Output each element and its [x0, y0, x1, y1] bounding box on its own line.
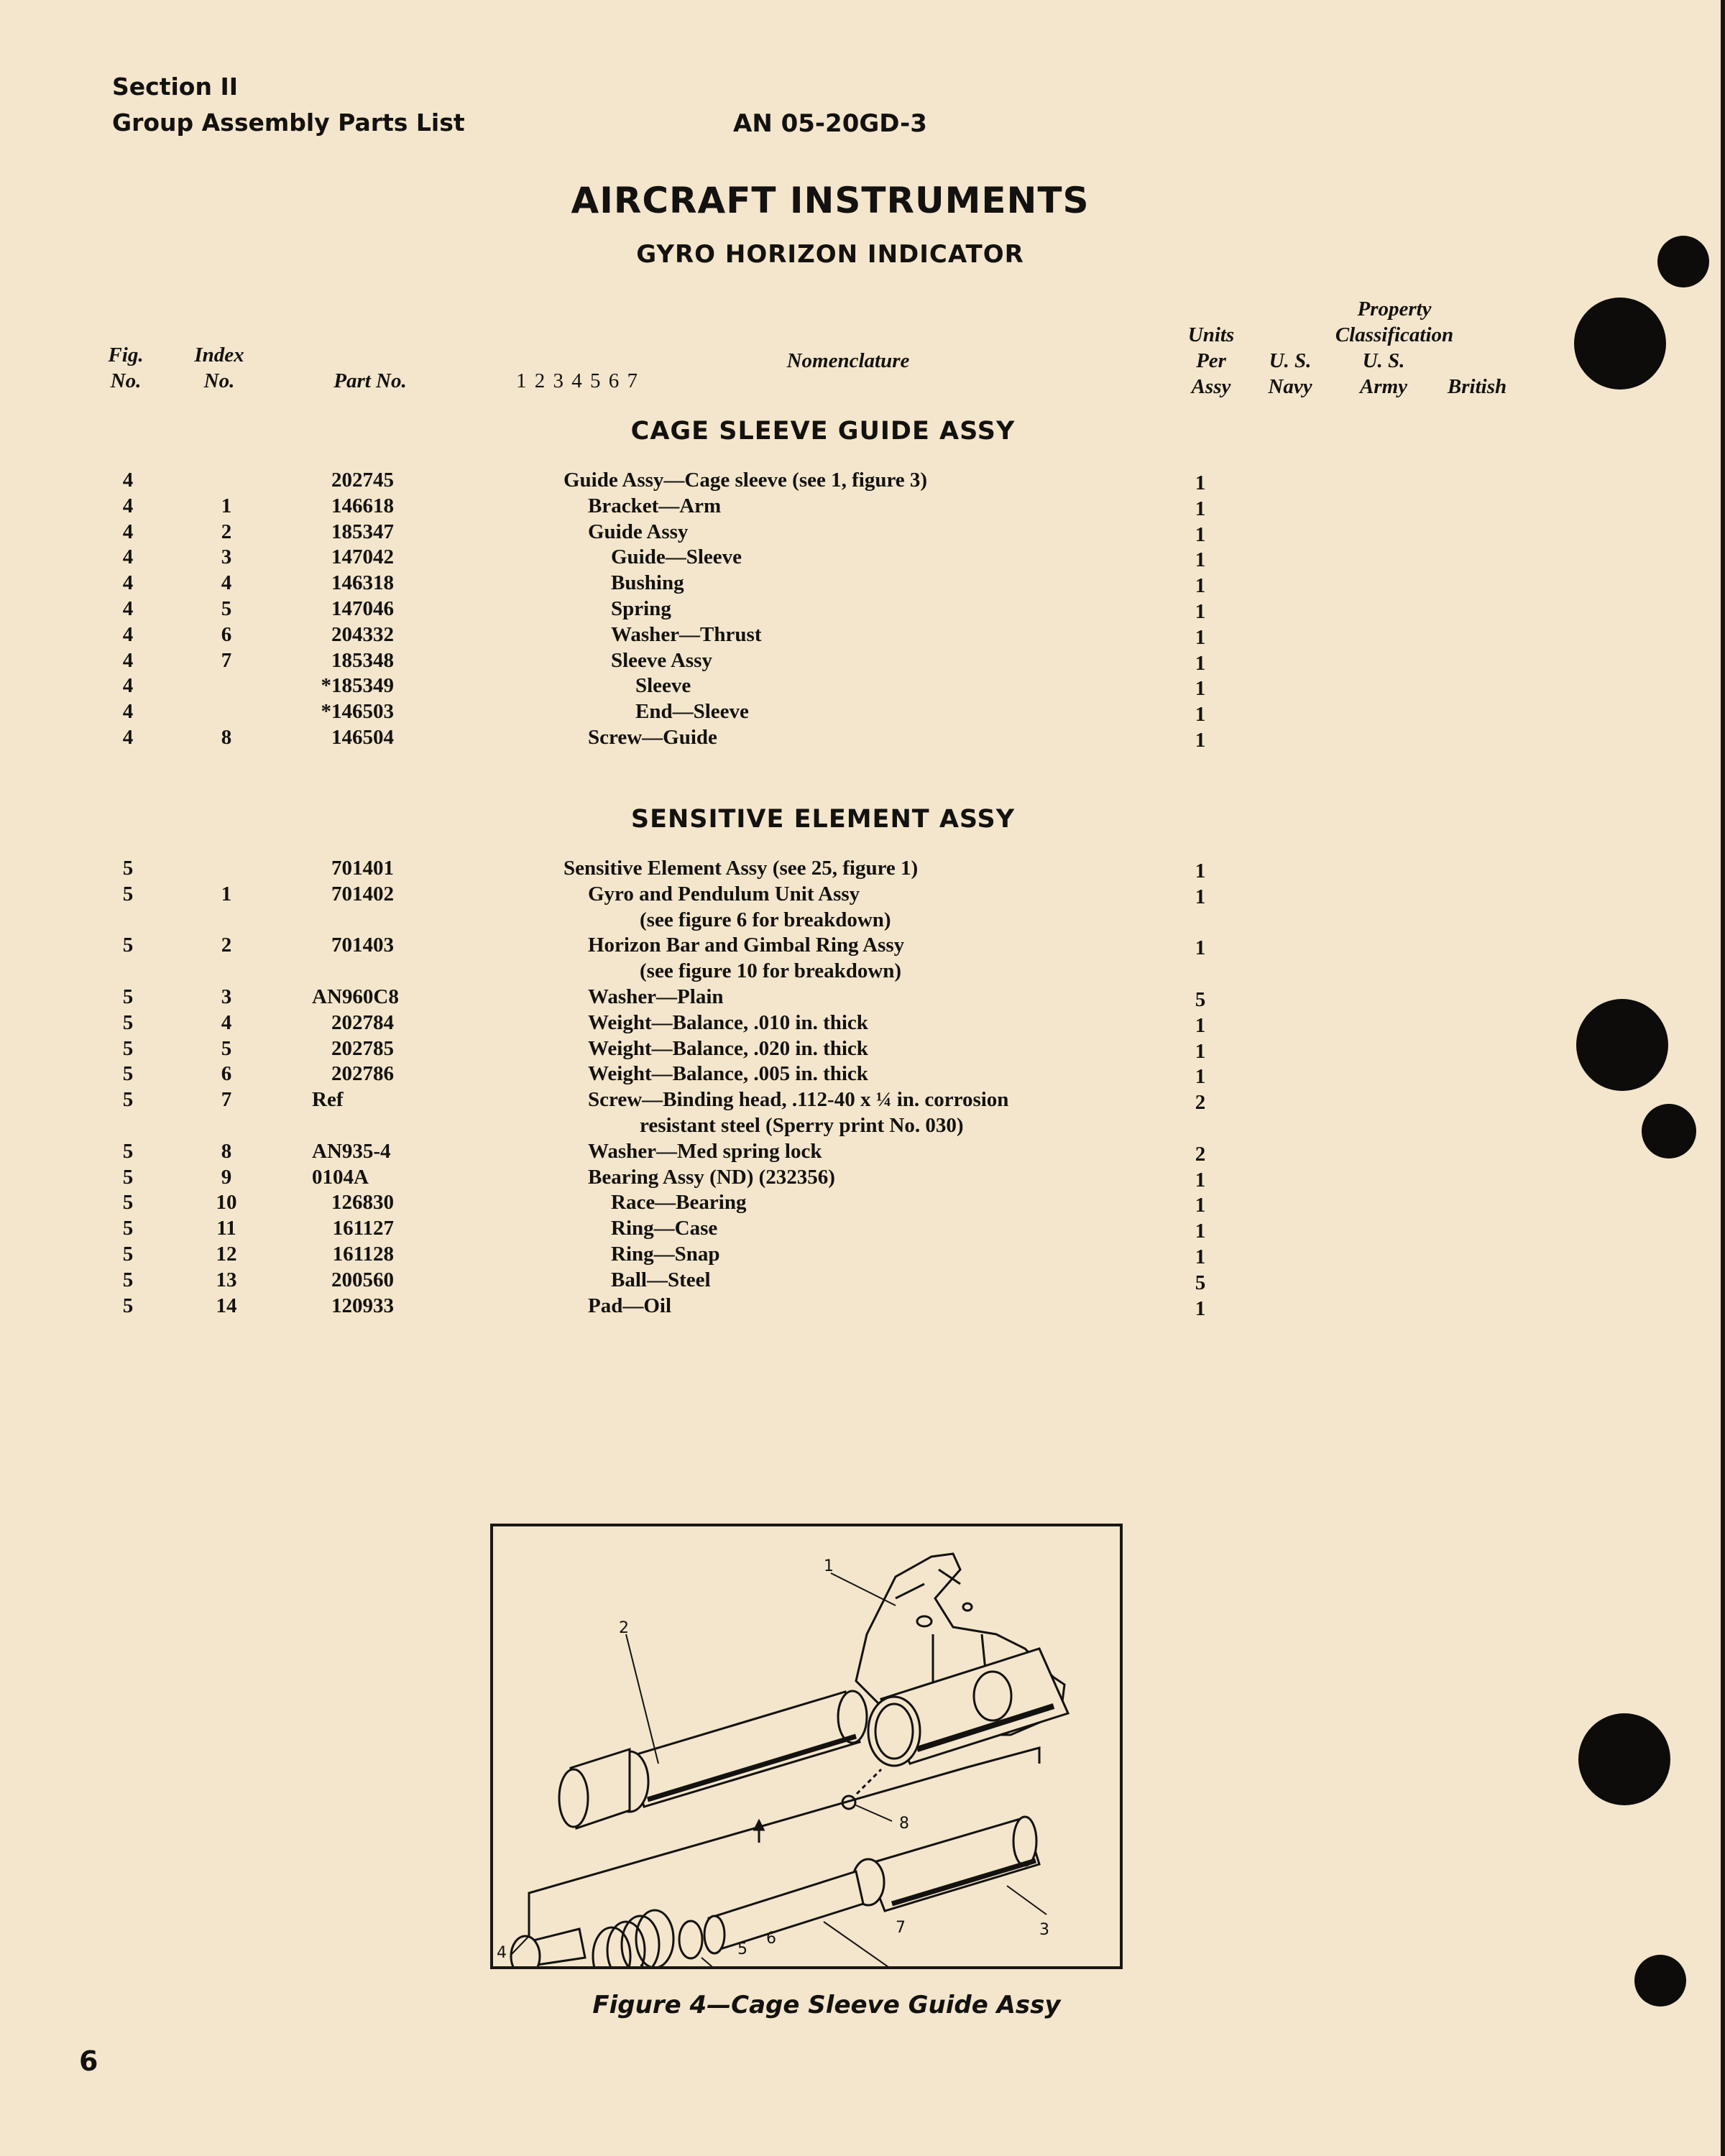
document-id: AN 05-20GD-3 — [733, 109, 927, 138]
index-no: 9 — [221, 1165, 232, 1189]
nomenclature: Weight—Balance, .005 in. thick — [588, 1062, 868, 1086]
index-no: 1 — [221, 494, 232, 517]
part-no: 185347 — [331, 520, 394, 543]
nomenclature: Ball—Steel — [611, 1268, 711, 1291]
fig-no: 4 — [122, 520, 134, 543]
col-units-line1: Units — [1187, 323, 1235, 346]
fig-no: 4 — [122, 726, 134, 749]
col-units-line3: Assy — [1191, 375, 1231, 398]
part-no: 147042 — [331, 545, 394, 569]
nomenclature: End—Sleeve — [635, 700, 749, 724]
index-no: 6 — [221, 622, 232, 646]
svg-text:6: 6 — [766, 1930, 776, 1948]
nomenclature: Sleeve Assy — [611, 648, 712, 672]
fig-no: 4 — [122, 494, 134, 517]
table-row — [0, 700, 1725, 726]
part-no: 701401 — [331, 857, 394, 880]
fig-no: 4 — [122, 597, 134, 620]
nomenclature: Spring — [611, 597, 671, 620]
units-per-assy: 1 — [1195, 729, 1206, 752]
table-row — [0, 520, 1725, 546]
svg-text:4: 4 — [497, 1944, 507, 1962]
units-per-assy: 1 — [1195, 703, 1206, 727]
nomenclature: Sleeve — [635, 674, 691, 698]
table-row — [0, 1243, 1725, 1268]
svg-text:3: 3 — [1039, 1921, 1049, 1939]
part-no: 146318 — [331, 571, 394, 595]
index-no: 2 — [221, 520, 232, 543]
part-no: 161128 — [332, 1243, 394, 1266]
units-per-assy: 1 — [1195, 471, 1206, 494]
index-no: 5 — [221, 1036, 232, 1060]
table-row — [0, 1037, 1725, 1063]
table-row — [0, 494, 1725, 520]
table-row — [0, 882, 1725, 931]
part-no: 146504 — [331, 726, 394, 749]
part-no: 701403 — [331, 934, 394, 957]
table-row — [0, 1166, 1725, 1192]
col-part-no: Part No. — [334, 369, 407, 392]
fig-no: 4 — [122, 571, 134, 595]
svg-text:7: 7 — [896, 1919, 906, 1937]
part-no: 146618 — [331, 494, 394, 517]
col-us-army — [1344, 348, 1423, 400]
figure-caption: Figure 4—Cage Sleeve Guide Assy — [592, 1991, 1061, 2019]
fig-no: 5 — [122, 934, 134, 957]
part-no: 204332 — [331, 622, 394, 646]
units-per-assy: 1 — [1195, 1039, 1206, 1063]
binder-hole — [1578, 1713, 1670, 1805]
nomenclature-continuation: (see figure 10 for breakdown) — [640, 959, 902, 983]
table-row — [0, 1088, 1725, 1137]
part-no: AN935-4 — [312, 1139, 391, 1163]
fig-no: 5 — [122, 882, 134, 906]
part-no: 161127 — [332, 1217, 394, 1240]
fig-no: 5 — [122, 857, 134, 880]
index-no: 8 — [221, 1139, 232, 1163]
table-row — [0, 597, 1725, 623]
fig-no: 5 — [122, 1010, 134, 1034]
table-row — [0, 857, 1725, 883]
fig-no: 5 — [122, 1088, 134, 1112]
part-no: *185349 — [321, 674, 394, 698]
col-prop-line1: Property — [1357, 298, 1432, 321]
table-row — [0, 985, 1725, 1011]
index-no: 5 — [221, 597, 232, 620]
binder-hole — [1642, 1104, 1696, 1158]
fig-no: 5 — [122, 985, 134, 1008]
part-no: 147046 — [331, 597, 394, 620]
col-navy-line2: Navy — [1268, 375, 1312, 398]
table-row — [0, 623, 1725, 649]
part-no: 185348 — [331, 648, 394, 672]
nomenclature: Guide Assy — [588, 520, 689, 543]
col-units-line2: Per — [1196, 349, 1226, 372]
page-subtitle: GYRO HORIZON INDICATOR — [636, 240, 1024, 269]
col-fig-no — [101, 342, 151, 394]
part-no: AN960C8 — [312, 985, 399, 1008]
page-title: AIRCRAFT INSTRUMENTS — [571, 180, 1090, 221]
fig-no: 5 — [122, 1062, 134, 1086]
units-per-assy: 5 — [1195, 988, 1206, 1011]
col-us-navy — [1254, 348, 1326, 400]
index-no: 12 — [216, 1243, 237, 1266]
index-no: 8 — [221, 726, 232, 749]
nomenclature: Bearing Assy (ND) (232356) — [588, 1165, 835, 1189]
units-per-assy: 1 — [1195, 625, 1206, 649]
table-row — [0, 1217, 1725, 1243]
units-per-assy: 1 — [1195, 885, 1206, 908]
index-no: 1 — [221, 882, 232, 906]
table-row — [0, 571, 1725, 597]
nomenclature: Screw—Guide — [588, 726, 717, 749]
fig-no: 5 — [122, 1191, 134, 1215]
section-title: Group Assembly Parts List — [112, 109, 465, 137]
nomenclature: Weight—Balance, .010 in. thick — [588, 1010, 868, 1034]
part-no: 202786 — [331, 1062, 394, 1086]
index-no: 13 — [216, 1268, 237, 1291]
col-army-line1: U. S. — [1362, 349, 1405, 372]
svg-text:5: 5 — [737, 1940, 748, 1958]
index-no: 4 — [221, 1010, 232, 1034]
col-prop-line2: Classification — [1335, 323, 1454, 346]
cage-sleeve-guide-illustration — [493, 1526, 1120, 1966]
nomenclature: Bushing — [611, 571, 684, 595]
page-edge — [1721, 0, 1725, 2156]
table-row — [0, 1294, 1725, 1320]
col-british: British — [1447, 375, 1507, 398]
fig-no: 4 — [122, 469, 134, 492]
units-per-assy: 1 — [1195, 548, 1206, 572]
units-per-assy: 1 — [1195, 1296, 1206, 1320]
fig-no: 5 — [122, 1036, 134, 1060]
col-army-line2: Army — [1359, 375, 1408, 398]
fig-no: 5 — [122, 1217, 134, 1240]
part-no: 200560 — [331, 1268, 394, 1291]
table-row — [0, 674, 1725, 700]
section-heading: SENSITIVE ELEMENT ASSY — [630, 805, 1016, 834]
part-no: Ref — [312, 1088, 344, 1112]
svg-text:8: 8 — [899, 1815, 909, 1833]
units-per-assy: 1 — [1195, 497, 1206, 520]
nomenclature: Race—Bearing — [611, 1191, 747, 1215]
nomenclature-continuation: (see figure 6 for breakdown) — [640, 908, 891, 931]
col-units-per-assy — [1172, 322, 1251, 400]
index-no: 2 — [221, 934, 232, 957]
fig-no: 4 — [122, 700, 134, 724]
binder-hole — [1634, 1955, 1686, 2007]
nomenclature: Gyro and Pendulum Unit Assy — [588, 882, 860, 906]
part-no: 701402 — [331, 882, 394, 906]
units-per-assy: 1 — [1195, 1220, 1206, 1243]
binder-hole — [1574, 298, 1666, 390]
section-heading: CAGE SLEEVE GUIDE ASSY — [630, 417, 1016, 446]
index-no: 7 — [221, 648, 232, 672]
table-row — [0, 1268, 1725, 1294]
page-number: 6 — [79, 2045, 98, 2077]
units-per-assy: 1 — [1195, 522, 1206, 546]
fig-no: 5 — [122, 1243, 134, 1266]
units-per-assy: 1 — [1195, 574, 1206, 598]
index-no: 10 — [216, 1191, 237, 1215]
part-no: *146503 — [321, 700, 394, 724]
units-per-assy: 1 — [1195, 1013, 1206, 1037]
fig-no: 4 — [122, 648, 134, 672]
section-header — [112, 69, 465, 141]
table-row — [0, 545, 1725, 571]
exploded-view-figure — [490, 1524, 1123, 1969]
table-row — [0, 1140, 1725, 1166]
table-row — [0, 469, 1725, 494]
svg-text:1: 1 — [824, 1557, 834, 1575]
nomenclature: Washer—Plain — [588, 985, 724, 1008]
units-per-assy: 1 — [1195, 860, 1206, 883]
units-per-assy: 1 — [1195, 1194, 1206, 1217]
index-no: 11 — [216, 1217, 236, 1240]
nomenclature: Weight—Balance, .020 in. thick — [588, 1036, 868, 1060]
svg-text:2: 2 — [619, 1619, 629, 1637]
nomenclature: Screw—Binding head, .112-40 x ¼ in. corrosion — [588, 1088, 1009, 1112]
index-no: 4 — [221, 571, 232, 595]
col-index-line2: No. — [203, 369, 235, 392]
col-fig-line1: Fig. — [108, 344, 144, 367]
nomenclature: Horizon Bar and Gimbal Ring Assy — [588, 934, 905, 957]
col-property-classification — [1308, 296, 1481, 348]
nomenclature: Pad—Oil — [588, 1294, 672, 1317]
table-row — [0, 1062, 1725, 1088]
units-per-assy: 2 — [1195, 1142, 1206, 1166]
part-no: 0104A — [312, 1165, 369, 1189]
part-no: 202784 — [331, 1010, 394, 1034]
units-per-assy: 1 — [1195, 1245, 1206, 1268]
units-per-assy: 5 — [1195, 1271, 1206, 1294]
fig-no: 4 — [122, 545, 134, 569]
index-no: 14 — [216, 1294, 237, 1317]
nomenclature-continuation: resistant steel (Sperry print No. 030) — [640, 1113, 964, 1137]
fig-no: 5 — [122, 1268, 134, 1291]
binder-hole — [1576, 999, 1668, 1091]
part-no: 126830 — [331, 1191, 394, 1215]
index-no: 6 — [221, 1062, 232, 1086]
index-no: 3 — [221, 985, 232, 1008]
fig-no: 5 — [122, 1294, 134, 1317]
nomenclature: Bracket—Arm — [588, 494, 722, 517]
index-no: 7 — [221, 1088, 232, 1112]
col-fig-line2: No. — [110, 369, 142, 392]
table-row — [0, 934, 1725, 983]
nomenclature: Guide—Sleeve — [611, 545, 742, 569]
part-no: 202785 — [331, 1036, 394, 1060]
table-row — [0, 1191, 1725, 1217]
units-per-assy: 1 — [1195, 677, 1206, 701]
table-row — [0, 649, 1725, 675]
part-no: 202745 — [331, 469, 394, 492]
units-per-assy: 1 — [1195, 600, 1206, 623]
nomenclature: Washer—Thrust — [611, 622, 762, 646]
units-per-assy: 2 — [1195, 1091, 1206, 1115]
col-index-line1: Index — [194, 344, 244, 367]
section-label: Section II — [112, 73, 239, 101]
fig-no: 5 — [122, 1165, 134, 1189]
units-per-assy: 1 — [1195, 1065, 1206, 1089]
units-per-assy: 1 — [1195, 1168, 1206, 1192]
nomenclature: Ring—Case — [611, 1217, 718, 1240]
table-row — [0, 726, 1725, 752]
units-per-assy: 1 — [1195, 936, 1206, 960]
nomenclature: Ring—Snap — [611, 1243, 720, 1266]
nomenclature: Guide Assy—Cage sleeve (see 1, figure 3) — [564, 469, 928, 492]
binder-hole — [1657, 236, 1709, 287]
part-no: 120933 — [331, 1294, 394, 1317]
fig-no: 4 — [122, 622, 134, 646]
col-index-no — [187, 342, 252, 394]
col-indent-levels: 1 2 3 4 5 6 7 — [516, 369, 638, 392]
nomenclature: Sensitive Element Assy (see 25, figure 1) — [564, 857, 919, 880]
fig-no: 4 — [122, 674, 134, 698]
col-nomenclature: Nomenclature — [786, 349, 910, 372]
col-navy-line1: U. S. — [1269, 349, 1312, 372]
units-per-assy: 1 — [1195, 651, 1206, 675]
nomenclature: Washer—Med spring lock — [588, 1139, 822, 1163]
index-no: 3 — [221, 545, 232, 569]
table-row — [0, 1011, 1725, 1037]
fig-no: 5 — [122, 1139, 134, 1163]
